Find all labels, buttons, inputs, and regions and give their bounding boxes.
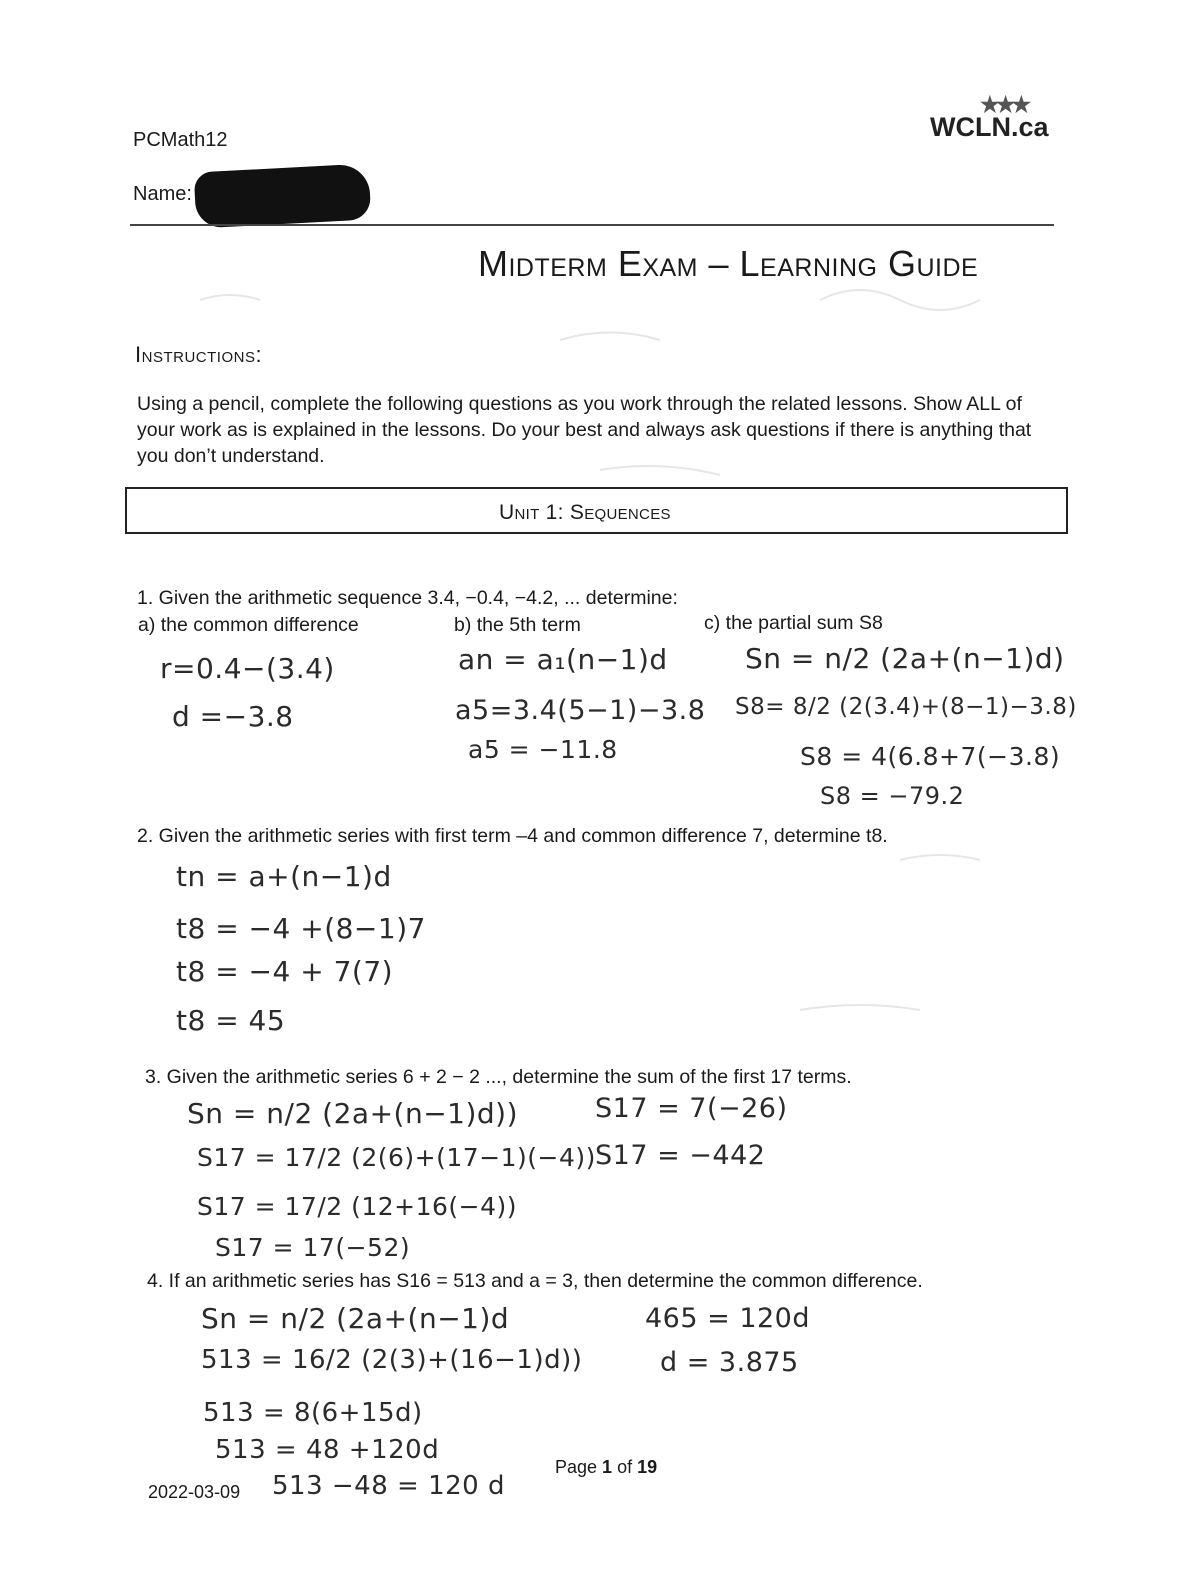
q3-work-line: S17 = 17/2 (2(6)+(17−1)(−4)) (197, 1143, 596, 1172)
q4-work-line: d = 3.875 (660, 1347, 799, 1378)
q3-work-line: S17 = 17/2 (12+16(−4)) (197, 1192, 518, 1221)
q4-work-line: Sn = n/2 (2a+(n−1)d (201, 1302, 510, 1335)
instructions-body (137, 391, 1042, 469)
unit-title: Unit 1: Sequences (499, 501, 671, 524)
instructions-line: you don’t understand. (137, 445, 325, 467)
q1a-work-line: r=0.4−(3.4) (160, 652, 335, 685)
q1a-work-line: d =−3.8 (172, 700, 294, 733)
instructions-heading: Instructions: (135, 342, 263, 367)
q1b-work-line: a5 = −11.8 (468, 735, 618, 764)
name-label: Name: (133, 183, 192, 205)
header-divider (130, 224, 1054, 226)
q4-work-line: 465 = 120d (645, 1303, 810, 1334)
unit-banner (125, 487, 1068, 534)
q1c-work-line: Sn = n/2 (2a+(n−1)d) (745, 642, 1065, 675)
q1c-work-line: S8 = −79.2 (820, 782, 965, 810)
q3-work-line: Sn = n/2 (2a+(n−1)d)) (187, 1097, 519, 1130)
q1-part-a: a) the common difference (138, 614, 359, 636)
q2-work-line: tn = a+(n−1)d (176, 860, 392, 893)
q2-work-line: t8 = −4 + 7(7) (176, 955, 394, 988)
page-number (555, 1457, 657, 1478)
q4-work-line: 513 = 48 +120d (215, 1435, 440, 1465)
q4-work-line: 513 −48 = 120 d (272, 1471, 505, 1501)
q1-part-c: c) the partial sum S8 (704, 612, 883, 634)
name-redaction (194, 163, 372, 228)
brand-logo (930, 92, 1049, 143)
q1c-work-line: S8 = 4(6.8+7(−3.8) (800, 742, 1061, 771)
page-prefix: Page (555, 1457, 603, 1477)
q2-work-line: t8 = −4 +(8−1)7 (176, 912, 426, 945)
star-icon: ★★★ (980, 92, 1028, 117)
q1-stem: 1. Given the arithmetic sequence 3.4, −0.4, −4.2, ... determine: (137, 587, 678, 609)
q1c-work-line: S8= 8/2 (2(3.4)+(8−1)−3.8) (735, 694, 1077, 720)
q4-work-line: 513 = 8(6+15d) (203, 1398, 423, 1428)
q2-stem: 2. Given the arithmetic series with first term –4 and common difference 7, determine t8. (137, 825, 888, 847)
q4-stem: 4. If an arithmetic series has S16 = 513 and a = 3, then determine the common difference. (147, 1270, 923, 1292)
q1-part-b: b) the 5th term (454, 614, 581, 636)
footer-date: 2022-03-09 (148, 1482, 241, 1502)
q4-work-line: 513 = 16/2 (2(3)+(16−1)d)) (201, 1345, 583, 1375)
q2-work-line: t8 = 45 (176, 1004, 286, 1037)
page-total: 19 (637, 1457, 658, 1477)
instructions-line: Using a pencil, complete the following questions as you work through the related lessons. Show ALL of (137, 393, 1022, 415)
q3-stem: 3. Given the arithmetic series 6 + 2 − 2 ..., determine the sum of the first 17 terms. (145, 1066, 852, 1088)
q3-work-line: S17 = −442 (595, 1140, 766, 1171)
page-title: Midterm Exam – Learning Guide (478, 243, 979, 284)
brand-text: WCLN.ca (930, 112, 1049, 142)
course-code: PCMath12 (133, 129, 228, 151)
q3-work-line: S17 = 7(−26) (595, 1093, 788, 1124)
page-current: 1 (602, 1457, 613, 1477)
q3-work-line: S17 = 17(−52) (215, 1233, 411, 1262)
q1b-work-line: a5=3.4(5−1)−3.8 (455, 695, 706, 726)
q1b-work-line: an = a₁(n−1)d (458, 643, 668, 676)
page-mid: of (612, 1457, 638, 1477)
instructions-line: your work as is explained in the lessons. Do your best and always ask questions if there is anything that (137, 419, 1032, 441)
